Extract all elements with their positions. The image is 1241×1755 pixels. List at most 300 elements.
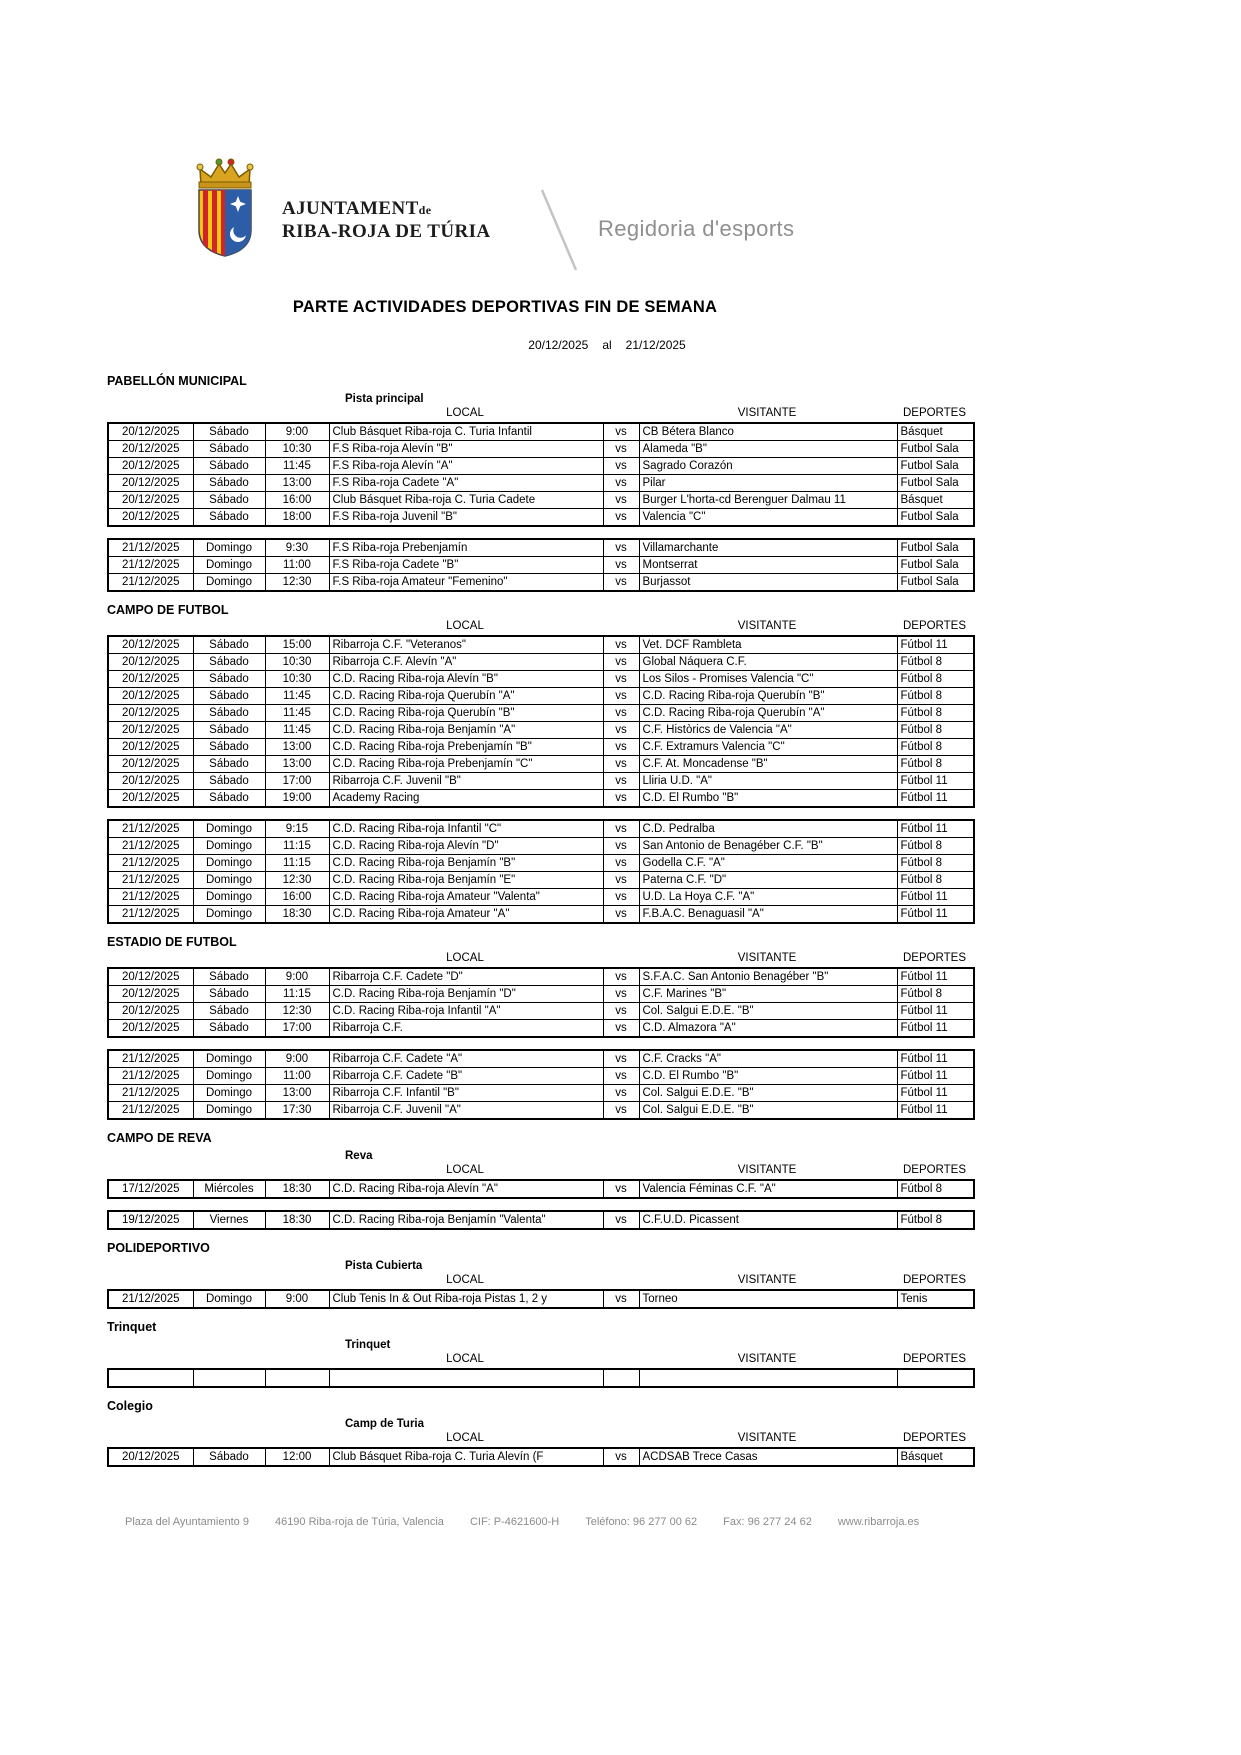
cell-local-team: Ribarroja C.F. xyxy=(329,1020,603,1038)
cell-day: Sábado xyxy=(193,671,265,688)
organization-name xyxy=(282,198,491,242)
cell-local-team: Ribarroja C.F. "Veteranos" xyxy=(329,636,603,654)
cell-vs: vs xyxy=(603,1448,639,1466)
cell-date: 21/12/2025 xyxy=(108,872,193,889)
cell-sport: Fútbol 11 xyxy=(897,1085,974,1102)
venue-section xyxy=(107,1399,973,1467)
column-header-deportes: DEPORTES xyxy=(902,1274,967,1286)
table-row xyxy=(108,820,974,838)
cell-day: Sábado xyxy=(193,441,265,458)
schedule-table xyxy=(107,1179,975,1199)
cell-time: 10:30 xyxy=(265,441,329,458)
cell-local-team: F.S Riba-roja Amateur "Femenino" xyxy=(329,574,603,592)
cell-time: 11:45 xyxy=(265,705,329,722)
cell-time: 11:00 xyxy=(265,1068,329,1085)
cell-vs: vs xyxy=(603,539,639,557)
schedule-table xyxy=(107,538,975,592)
cell-vs: vs xyxy=(603,855,639,872)
cell-day: Sábado xyxy=(193,722,265,739)
cell-date: 20/12/2025 xyxy=(108,756,193,773)
cell-date: 20/12/2025 xyxy=(108,968,193,986)
cell-date: 20/12/2025 xyxy=(108,986,193,1003)
cell-sport: Fútbol 8 xyxy=(897,688,974,705)
table-row xyxy=(108,688,974,705)
cell-visiting-team: Col. Salgui E.D.E. "B" xyxy=(639,1102,897,1120)
cell-sport: Fútbol 11 xyxy=(897,636,974,654)
table-row xyxy=(108,986,974,1003)
cell-time: 18:30 xyxy=(265,906,329,924)
cell-vs: vs xyxy=(603,1068,639,1085)
cell-vs: vs xyxy=(603,1102,639,1120)
cell-time: 11:45 xyxy=(265,722,329,739)
footer xyxy=(125,1516,1205,1528)
cell-time: 9:00 xyxy=(265,423,329,441)
cell-vs xyxy=(603,1369,639,1387)
cell-day: Sábado xyxy=(193,654,265,671)
cell-local-team: C.D. Racing Riba-roja Alevín "B" xyxy=(329,671,603,688)
cell-visiting-team: Burjassot xyxy=(639,574,897,592)
cell-visiting-team: C.D. El Rumbo "B" xyxy=(639,790,897,808)
table-row xyxy=(108,1448,974,1466)
cell-time: 10:30 xyxy=(265,671,329,688)
cell-vs: vs xyxy=(603,968,639,986)
cell-day: Viernes xyxy=(193,1211,265,1229)
cell-day: Sábado xyxy=(193,423,265,441)
date-range xyxy=(174,338,1040,352)
coat-of-arms-icon xyxy=(183,156,267,258)
cell-vs: vs xyxy=(603,475,639,492)
cell-date: 20/12/2025 xyxy=(108,722,193,739)
cell-local-team: F.S Riba-roja Alevín "B" xyxy=(329,441,603,458)
venue-heading: ESTADIO DE FUTBOL xyxy=(107,935,237,949)
cell-visiting-team: F.B.A.C. Benaguasil "A" xyxy=(639,906,897,924)
cell-sport: Fútbol 11 xyxy=(897,1020,974,1038)
footer-item: Fax: 96 277 24 62 xyxy=(723,1516,812,1528)
cell-day: Domingo xyxy=(193,855,265,872)
column-header-row xyxy=(107,1353,973,1368)
cell-vs: vs xyxy=(603,1050,639,1068)
cell-day: Sábado xyxy=(193,968,265,986)
cell-vs: vs xyxy=(603,654,639,671)
cell-date: 21/12/2025 xyxy=(108,1050,193,1068)
cell-vs: vs xyxy=(603,671,639,688)
cell-day: Domingo xyxy=(193,872,265,889)
cell-day: Sábado xyxy=(193,509,265,527)
cell-local-team: C.D. Racing Riba-roja Amateur "Valenta" xyxy=(329,889,603,906)
cell-time: 11:45 xyxy=(265,688,329,705)
cell-local-team: C.D. Racing Riba-roja Benjamín "B" xyxy=(329,855,603,872)
table-row xyxy=(108,574,974,592)
cell-date: 20/12/2025 xyxy=(108,671,193,688)
cell-time: 13:00 xyxy=(265,756,329,773)
cell-time: 18:00 xyxy=(265,509,329,527)
cell-local-team: Ribarroja C.F. Infantil "B" xyxy=(329,1085,603,1102)
cell-local-team: Ribarroja C.F. Alevín "A" xyxy=(329,654,603,671)
table-row xyxy=(108,872,974,889)
cell-local-team: C.D. Racing Riba-roja Benjamín "A" xyxy=(329,722,603,739)
cell-visiting-team: C.D. Racing Riba-roja Querubín "B" xyxy=(639,688,897,705)
cell-vs: vs xyxy=(603,1003,639,1020)
table-row xyxy=(108,1102,974,1120)
cell-time: 17:00 xyxy=(265,1020,329,1038)
cell-local-team: F.S Riba-roja Cadete "B" xyxy=(329,557,603,574)
table-row xyxy=(108,1180,974,1198)
schedule-table xyxy=(107,635,975,808)
column-header-deportes: DEPORTES xyxy=(902,407,967,419)
venue-heading: PABELLÓN MUNICIPAL xyxy=(107,374,247,388)
cell-local-team: C.D. Racing Riba-roja Querubín "A" xyxy=(329,688,603,705)
cell-date: 21/12/2025 xyxy=(108,574,193,592)
cell-visiting-team: C.F. At. Moncadense "B" xyxy=(639,756,897,773)
diagonal-line-icon xyxy=(536,188,582,272)
table-row xyxy=(108,756,974,773)
cell-day: Sábado xyxy=(193,756,265,773)
cell-sport: Fútbol 11 xyxy=(897,1068,974,1085)
cell-time: 16:00 xyxy=(265,492,329,509)
cell-local-team: C.D. Racing Riba-roja Alevín "A" xyxy=(329,1180,603,1198)
cell-date: 21/12/2025 xyxy=(108,1102,193,1120)
schedule-table xyxy=(107,967,975,1038)
cell-visiting-team: Global Náquera C.F. xyxy=(639,654,897,671)
cell-day: Domingo xyxy=(193,574,265,592)
cell-visiting-team: Col. Salgui E.D.E. "B" xyxy=(639,1085,897,1102)
cell-vs: vs xyxy=(603,986,639,1003)
column-header-visitante: VISITANTE xyxy=(737,1353,797,1365)
table-row xyxy=(108,636,974,654)
cell-sport: Fútbol 8 xyxy=(897,872,974,889)
cell-time: 16:00 xyxy=(265,889,329,906)
cell-vs: vs xyxy=(603,458,639,475)
cell-visiting-team: Burger L'horta-cd Berenguer Dalmau 11 xyxy=(639,492,897,509)
cell-visiting-team: Valencia "C" xyxy=(639,509,897,527)
cell-day: Sábado xyxy=(193,790,265,808)
cell-local-team: C.D. Racing Riba-roja Infantil "A" xyxy=(329,1003,603,1020)
subvenue-heading: Pista principal xyxy=(345,393,424,405)
column-header-visitante: VISITANTE xyxy=(737,1432,797,1444)
cell-day: Domingo xyxy=(193,906,265,924)
cell-vs: vs xyxy=(603,1211,639,1229)
cell-vs: vs xyxy=(603,739,639,756)
cell-sport: Fútbol 11 xyxy=(897,773,974,790)
table-row xyxy=(108,423,974,441)
table-row xyxy=(108,1369,974,1387)
venue-heading: Colegio xyxy=(107,1399,153,1413)
table-row xyxy=(108,968,974,986)
table-row xyxy=(108,855,974,872)
column-header-local: LOCAL xyxy=(446,620,484,632)
cell-visiting-team: Pilar xyxy=(639,475,897,492)
cell-day: Domingo xyxy=(193,889,265,906)
cell-day: Sábado xyxy=(193,773,265,790)
cell-local-team: Club Básquet Riba-roja C. Turia Alevín (F xyxy=(329,1448,603,1466)
cell-local-team: C.D. Racing Riba-roja Querubín "B" xyxy=(329,705,603,722)
cell-visiting-team: ACDSAB Trece Casas xyxy=(639,1448,897,1466)
cell-date: 20/12/2025 xyxy=(108,1003,193,1020)
cell-time: 9:15 xyxy=(265,820,329,838)
cell-date: 21/12/2025 xyxy=(108,1068,193,1085)
cell-day: Sábado xyxy=(193,1020,265,1038)
cell-visiting-team: Montserrat xyxy=(639,557,897,574)
table-row xyxy=(108,492,974,509)
cell-date: 21/12/2025 xyxy=(108,855,193,872)
column-header-deportes: DEPORTES xyxy=(902,620,967,632)
org-line2: RIBA-ROJA DE TÚRIA xyxy=(282,221,491,242)
table-row xyxy=(108,705,974,722)
column-header-local: LOCAL xyxy=(446,407,484,419)
cell-visiting-team: C.F. Històrics de Valencia "A" xyxy=(639,722,897,739)
cell-vs: vs xyxy=(603,688,639,705)
table-row xyxy=(108,773,974,790)
column-header-row xyxy=(107,952,973,967)
cell-local-team: Club Básquet Riba-roja C. Turia Infantil xyxy=(329,423,603,441)
cell-day: Sábado xyxy=(193,636,265,654)
column-header-row xyxy=(107,1164,973,1179)
cell-vs: vs xyxy=(603,1290,639,1308)
table-row xyxy=(108,509,974,527)
cell-visiting-team: San Antonio de Benagéber C.F. "B" xyxy=(639,838,897,855)
table-row xyxy=(108,1211,974,1229)
cell-time: 10:30 xyxy=(265,654,329,671)
cell-date: 20/12/2025 xyxy=(108,509,193,527)
table-row xyxy=(108,1290,974,1308)
cell-local-team: C.D. Racing Riba-roja Infantil "C" xyxy=(329,820,603,838)
cell-local-team: Academy Racing xyxy=(329,790,603,808)
table-row xyxy=(108,441,974,458)
cell-visiting-team xyxy=(639,1369,897,1387)
cell-local-team: C.D. Racing Riba-roja Benjamín "E" xyxy=(329,872,603,889)
cell-date: 20/12/2025 xyxy=(108,705,193,722)
cell-local-team: F.S Riba-roja Cadete "A" xyxy=(329,475,603,492)
cell-time: 13:00 xyxy=(265,739,329,756)
cell-visiting-team: Sagrado Corazón xyxy=(639,458,897,475)
cell-day: Domingo xyxy=(193,1068,265,1085)
cell-local-team: Ribarroja C.F. Juvenil "A" xyxy=(329,1102,603,1120)
footer-item: 46190 Riba-roja de Túria, Valencia xyxy=(274,1516,444,1528)
cell-visiting-team: C.F. Extramurs Valencia "C" xyxy=(639,739,897,756)
cell-visiting-team: C.D. Almazora "A" xyxy=(639,1020,897,1038)
cell-time: 11:45 xyxy=(265,458,329,475)
cell-date: 21/12/2025 xyxy=(108,906,193,924)
schedule-table xyxy=(107,422,975,527)
cell-visiting-team: C.F. Cracks "A" xyxy=(639,1050,897,1068)
table-row xyxy=(108,458,974,475)
footer-item: CIF: P-4621600-H xyxy=(469,1516,560,1528)
cell-sport: Fútbol 8 xyxy=(897,1180,974,1198)
cell-local-team: Ribarroja C.F. Juvenil "B" xyxy=(329,773,603,790)
cell-day: Sábado xyxy=(193,1448,265,1466)
cell-local-team: Club Tenis In & Out Riba-roja Pistas 1, 2 y xyxy=(329,1290,603,1308)
schedule-table xyxy=(107,819,975,924)
cell-date: 20/12/2025 xyxy=(108,636,193,654)
cell-time: 9:00 xyxy=(265,1290,329,1308)
cell-local-team: C.D. Racing Riba-roja Benjamín "Valenta" xyxy=(329,1211,603,1229)
cell-day: Domingo xyxy=(193,1085,265,1102)
cell-date: 20/12/2025 xyxy=(108,654,193,671)
cell-date: 20/12/2025 xyxy=(108,773,193,790)
cell-visiting-team: Valencia Féminas C.F. "A" xyxy=(639,1180,897,1198)
cell-date: 21/12/2025 xyxy=(108,557,193,574)
schedule-sections xyxy=(107,374,973,1478)
cell-local-team: C.D. Racing Riba-roja Prebenjamín "B" xyxy=(329,739,603,756)
cell-day: Sábado xyxy=(193,1003,265,1020)
cell-sport: Fútbol 8 xyxy=(897,739,974,756)
table-row xyxy=(108,838,974,855)
cell-vs: vs xyxy=(603,441,639,458)
cell-sport: Fútbol 8 xyxy=(897,838,974,855)
cell-day: Sábado xyxy=(193,458,265,475)
column-header-local: LOCAL xyxy=(446,1164,484,1176)
cell-local-team: Ribarroja C.F. Cadete "B" xyxy=(329,1068,603,1085)
cell-local-team: F.S Riba-roja Alevín "A" xyxy=(329,458,603,475)
cell-vs: vs xyxy=(603,1020,639,1038)
table-row xyxy=(108,671,974,688)
cell-sport: Fútbol 8 xyxy=(897,855,974,872)
cell-local-team: Club Básquet Riba-roja C. Turia Cadete xyxy=(329,492,603,509)
cell-visiting-team: Lliria U.D. "A" xyxy=(639,773,897,790)
cell-date: 20/12/2025 xyxy=(108,688,193,705)
cell-date: 20/12/2025 xyxy=(108,475,193,492)
cell-sport: Futbol Sala xyxy=(897,475,974,492)
cell-day: Domingo xyxy=(193,1050,265,1068)
cell-date: 21/12/2025 xyxy=(108,820,193,838)
department-name: Regidoria d'esports xyxy=(598,216,795,241)
cell-day: Miércoles xyxy=(193,1180,265,1198)
cell-sport: Futbol Sala xyxy=(897,557,974,574)
table-row xyxy=(108,475,974,492)
cell-time: 15:00 xyxy=(265,636,329,654)
cell-day: Domingo xyxy=(193,820,265,838)
cell-visiting-team: C.F.U.D. Picassent xyxy=(639,1211,897,1229)
column-header-local: LOCAL xyxy=(446,1432,484,1444)
date-to: 21/12/2025 xyxy=(625,338,686,352)
cell-day: Domingo xyxy=(193,838,265,855)
cell-day: Domingo xyxy=(193,1290,265,1308)
schedule-table xyxy=(107,1210,975,1230)
cell-visiting-team: S.F.A.C. San Antonio Benagéber "B" xyxy=(639,968,897,986)
column-header-row xyxy=(107,407,973,422)
cell-date: 21/12/2025 xyxy=(108,1085,193,1102)
cell-sport: Futbol Sala xyxy=(897,574,974,592)
cell-visiting-team: Col. Salgui E.D.E. "B" xyxy=(639,1003,897,1020)
cell-time xyxy=(265,1369,329,1387)
cell-vs: vs xyxy=(603,773,639,790)
cell-day: Domingo xyxy=(193,539,265,557)
cell-sport: Futbol Sala xyxy=(897,458,974,475)
cell-visiting-team: C.D. Racing Riba-roja Querubín "A" xyxy=(639,705,897,722)
cell-local-team: Ribarroja C.F. Cadete "D" xyxy=(329,968,603,986)
cell-visiting-team: Los Silos - Promises Valencia "C" xyxy=(639,671,897,688)
cell-time: 12:30 xyxy=(265,872,329,889)
page-title: PARTE ACTIVIDADES DEPORTIVAS FIN DE SEMANA xyxy=(292,298,718,316)
cell-visiting-team: Paterna C.F. "D" xyxy=(639,872,897,889)
cell-sport: Fútbol 8 xyxy=(897,722,974,739)
cell-day: Sábado xyxy=(193,475,265,492)
municipality-logo xyxy=(183,156,267,258)
table-row xyxy=(108,539,974,557)
cell-time: 18:30 xyxy=(265,1211,329,1229)
cell-date: 20/12/2025 xyxy=(108,423,193,441)
date-from: 20/12/2025 xyxy=(528,338,589,352)
cell-sport: Futbol Sala xyxy=(897,441,974,458)
cell-vs: vs xyxy=(603,509,639,527)
cell-day: Domingo xyxy=(193,557,265,574)
cell-visiting-team: Vet. DCF Rambleta xyxy=(639,636,897,654)
cell-date: 19/12/2025 xyxy=(108,1211,193,1229)
cell-sport: Fútbol 11 xyxy=(897,1050,974,1068)
venue-heading: CAMPO DE FUTBOL xyxy=(107,603,229,617)
cell-vs: vs xyxy=(603,756,639,773)
schedule-table xyxy=(107,1049,975,1120)
cell-vs: vs xyxy=(603,636,639,654)
cell-day: Sábado xyxy=(193,705,265,722)
cell-date: 17/12/2025 xyxy=(108,1180,193,1198)
venue-heading: POLIDEPORTIVO xyxy=(107,1241,210,1255)
cell-time: 17:00 xyxy=(265,773,329,790)
cell-sport: Fútbol 11 xyxy=(897,1102,974,1120)
venue-section xyxy=(107,603,973,924)
venue-section xyxy=(107,1241,973,1309)
cell-sport: Tenis xyxy=(897,1290,974,1308)
subvenue-heading: Pista Cubierta xyxy=(345,1260,423,1272)
org-line1: AJUNTAMENT xyxy=(282,198,419,219)
cell-sport: Fútbol 11 xyxy=(897,820,974,838)
cell-sport: Fútbol 8 xyxy=(897,986,974,1003)
cell-sport xyxy=(897,1369,974,1387)
cell-time: 11:15 xyxy=(265,986,329,1003)
cell-sport: Futbol Sala xyxy=(897,509,974,527)
header-divider xyxy=(536,188,582,272)
column-header-deportes: DEPORTES xyxy=(902,1164,967,1176)
cell-time: 11:15 xyxy=(265,855,329,872)
table-row xyxy=(108,790,974,808)
cell-time: 13:00 xyxy=(265,1085,329,1102)
venue-section xyxy=(107,1131,973,1230)
cell-local-team: F.S Riba-roja Juvenil "B" xyxy=(329,509,603,527)
table-row xyxy=(108,1050,974,1068)
cell-local-team: Ribarroja C.F. Cadete "A" xyxy=(329,1050,603,1068)
cell-time: 9:30 xyxy=(265,539,329,557)
column-header-visitante: VISITANTE xyxy=(737,407,797,419)
cell-local-team: F.S Riba-roja Prebenjamín xyxy=(329,539,603,557)
cell-sport: Fútbol 11 xyxy=(897,889,974,906)
cell-visiting-team: C.F. Marines "B" xyxy=(639,986,897,1003)
cell-vs: vs xyxy=(603,872,639,889)
column-header-local: LOCAL xyxy=(446,1274,484,1286)
table-row xyxy=(108,1020,974,1038)
column-header-visitante: VISITANTE xyxy=(737,952,797,964)
cell-date: 20/12/2025 xyxy=(108,1020,193,1038)
cell-visiting-team: Alameda "B" xyxy=(639,441,897,458)
cell-date xyxy=(108,1369,193,1387)
cell-sport: Fútbol 11 xyxy=(897,790,974,808)
cell-vs: vs xyxy=(603,1180,639,1198)
cell-vs: vs xyxy=(603,1085,639,1102)
cell-local-team: C.D. Racing Riba-roja Alevín "D" xyxy=(329,838,603,855)
subvenue-heading: Trinquet xyxy=(345,1339,391,1351)
cell-time: 11:15 xyxy=(265,838,329,855)
cell-date: 21/12/2025 xyxy=(108,889,193,906)
table-row xyxy=(108,739,974,756)
cell-date: 20/12/2025 xyxy=(108,492,193,509)
table-row xyxy=(108,1085,974,1102)
schedule-table xyxy=(107,1447,975,1467)
cell-time: 19:00 xyxy=(265,790,329,808)
cell-day: Sábado xyxy=(193,986,265,1003)
column-header-visitante: VISITANTE xyxy=(737,1164,797,1176)
cell-date: 20/12/2025 xyxy=(108,458,193,475)
cell-time: 17:30 xyxy=(265,1102,329,1120)
cell-sport: Fútbol 11 xyxy=(897,906,974,924)
